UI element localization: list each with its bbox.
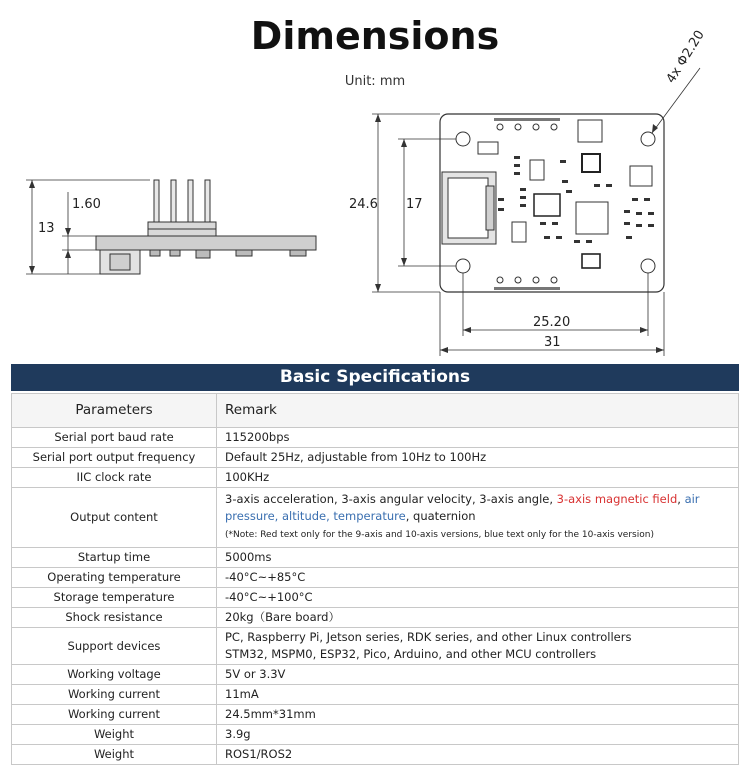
- param-cell: IIC clock rate: [12, 468, 217, 488]
- param-cell: Output content: [12, 488, 217, 548]
- table-header: [12, 394, 739, 428]
- sensor-chip: [576, 202, 608, 234]
- table-row: [12, 588, 739, 608]
- spec-title: Basic Specifications: [11, 364, 739, 391]
- param-cell: Working voltage: [12, 665, 217, 685]
- output-text-red: 3-axis magnetic field: [556, 492, 678, 506]
- param-cell: Serial port output frequency: [12, 448, 217, 468]
- dim-hole-spacing-v: 17: [406, 197, 423, 212]
- value-cell: 11mA: [217, 685, 739, 705]
- table-row-output-content: [12, 488, 739, 548]
- hole-callout: 4x Φ2.20: [663, 27, 708, 87]
- output-text-end: , quaternion: [405, 509, 476, 523]
- support-line: STM32, MSPM0, ESP32, Pico, Arduino, and other MCU controllers: [225, 647, 597, 661]
- output-note: (*Note: Red text only for the 9-axis and 10-axis versions, blue text only for the 10-axis version): [225, 530, 654, 540]
- mount-hole-br: [641, 259, 655, 273]
- page-title: Dimensions: [250, 14, 500, 58]
- param-cell: Serial port baud rate: [12, 428, 217, 448]
- table-row: [12, 685, 739, 705]
- side-board: [96, 236, 316, 250]
- table-row: [12, 608, 739, 628]
- value-cell: Default 25Hz, adjustable from 10Hz to 100Hz: [217, 448, 739, 468]
- param-cell: Shock resistance: [12, 608, 217, 628]
- param-cell: Startup time: [12, 548, 217, 568]
- dim-board-height: 24.6: [349, 197, 378, 212]
- table-row: [12, 548, 739, 568]
- param-cell: Weight: [12, 745, 217, 765]
- table-row: [12, 665, 739, 685]
- header-remark: Remark: [217, 394, 739, 428]
- value-cell: ROS1/ROS2: [217, 745, 739, 765]
- param-cell: Working current: [12, 705, 217, 725]
- mount-hole-tl: [456, 132, 470, 146]
- value-cell: [217, 488, 739, 548]
- top-view: [349, 28, 708, 356]
- unit-label: Unit: mm: [344, 74, 406, 89]
- param-cell: Weight: [12, 725, 217, 745]
- value-cell: 5V or 3.3V: [217, 665, 739, 685]
- table-row: [12, 468, 739, 488]
- value-cell: 115200bps: [217, 428, 739, 448]
- value-cell: -40°C~+85°C: [217, 568, 739, 588]
- value-cell: 3.9g: [217, 725, 739, 745]
- value-cell: -40°C~+100°C: [217, 588, 739, 608]
- table-row: [12, 745, 739, 765]
- table-row: [12, 568, 739, 588]
- param-cell: Operating temperature: [12, 568, 217, 588]
- output-text-blue: air pressure, altitude, temperature: [225, 492, 700, 523]
- value-cell: 20kg（Bare board）: [217, 608, 739, 628]
- support-line: PC, Raspberry Pi, Jetson series, RDK series, and other Linux controllers: [225, 630, 632, 644]
- spec-table: [11, 393, 739, 765]
- param-cell: Storage temperature: [12, 588, 217, 608]
- table-row: [12, 725, 739, 745]
- dim-hole-spacing-h: 25.20: [533, 315, 571, 330]
- param-cell: Working current: [12, 685, 217, 705]
- header-param: Parameters: [12, 394, 217, 428]
- dim-side-height: 13: [38, 221, 55, 236]
- mount-hole-bl: [456, 259, 470, 273]
- output-separator: ,: [677, 492, 685, 506]
- value-cell: 24.5mm*31mm: [217, 705, 739, 725]
- param-cell: Support devices: [12, 628, 217, 665]
- dim-board-width: 31: [544, 335, 561, 350]
- dimension-drawing: [0, 0, 750, 360]
- side-view: [26, 180, 316, 274]
- value-cell: 5000ms: [217, 548, 739, 568]
- button: [582, 254, 600, 268]
- table-row: [12, 428, 739, 448]
- dim-pin-offset: 1.60: [72, 197, 101, 212]
- table-row: [12, 705, 739, 725]
- imu-chip: [534, 194, 560, 216]
- output-text: 3-axis acceleration, 3-axis angular velocity, 3-axis angle,: [225, 492, 557, 506]
- table-row: [12, 448, 739, 468]
- value-cell: [217, 628, 739, 665]
- mount-hole-tr: [641, 132, 655, 146]
- table-row-support-devices: [12, 628, 739, 665]
- value-cell: 100KHz: [217, 468, 739, 488]
